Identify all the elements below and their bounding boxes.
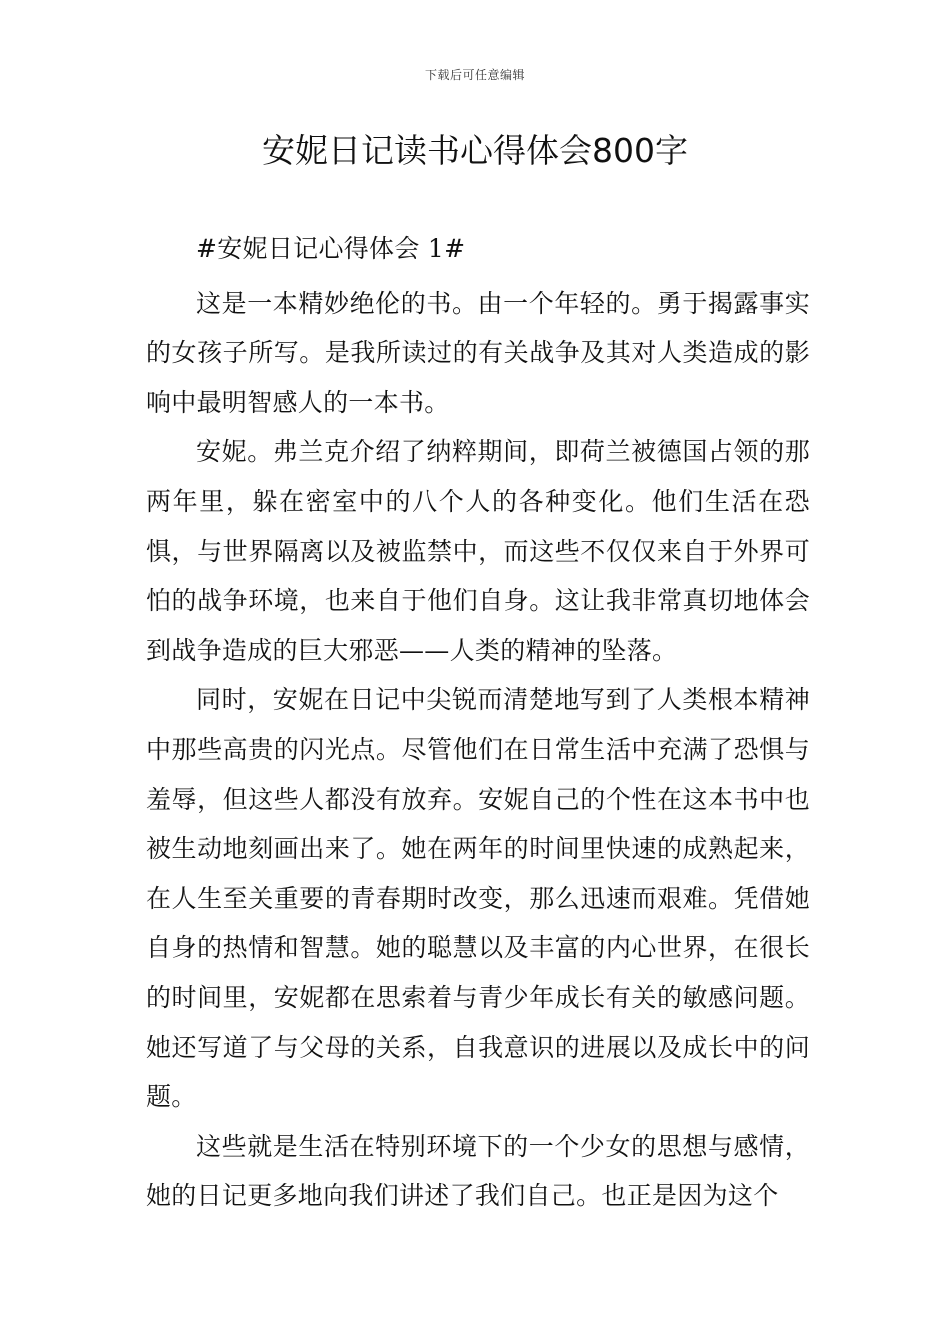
document-body bbox=[146, 224, 810, 1221]
document-title: 安妮日记读书心得体会800字 bbox=[262, 131, 688, 170]
paragraph: 安妮。弗兰克介绍了纳粹期间，即荷兰被德国占领的那两年里，躲在密室中的八个人的各种变化。他们生活在恐惧，与世界隔离以及被监禁中，而这些不仅仅来自于外界可怕的战争环境，也来自于他们自身。这让我非常真切地体会到战争造成的巨大邪恶——人类的精神的坠落。 bbox=[146, 437, 810, 665]
paragraph: 这是一本精妙绝伦的书。由一个年轻的。勇于揭露事实的女孩子所写。是我所读过的有关战争及其对人类造成的影响中最明智感人的一本书。 bbox=[146, 288, 810, 417]
paragraph: 这些就是生活在特别环境下的一个少女的思想与感情，她的日记更多地向我们讲述了我们自己。也正是因为这个 bbox=[146, 1131, 810, 1211]
header-note: 下载后可任意编辑 bbox=[424, 68, 525, 82]
paragraph: 同时，安妮在日记中尖锐而清楚地写到了人类根本精神中那些高贵的闪光点。尽管他们在日常生活中充满了恐惧与羞辱，但这些人都没有放弃。安妮自己的个性在这本书中也被生动地刻画出来了。她在两年的时间里快速的成熟起来，在人生至关重要的青春期时改变，那么迅速而艰难。凭借她自身的热情和智慧。她的聪慧以及丰富的内心世界，在很长的时间里，安妮都在思索着与青少年成长有关的敏感问题。她还写道了与父母的关系，自我意识的进展以及成长中的问题。 bbox=[146, 685, 810, 1112]
section-heading: #安妮日记心得体会 1# bbox=[196, 234, 466, 263]
